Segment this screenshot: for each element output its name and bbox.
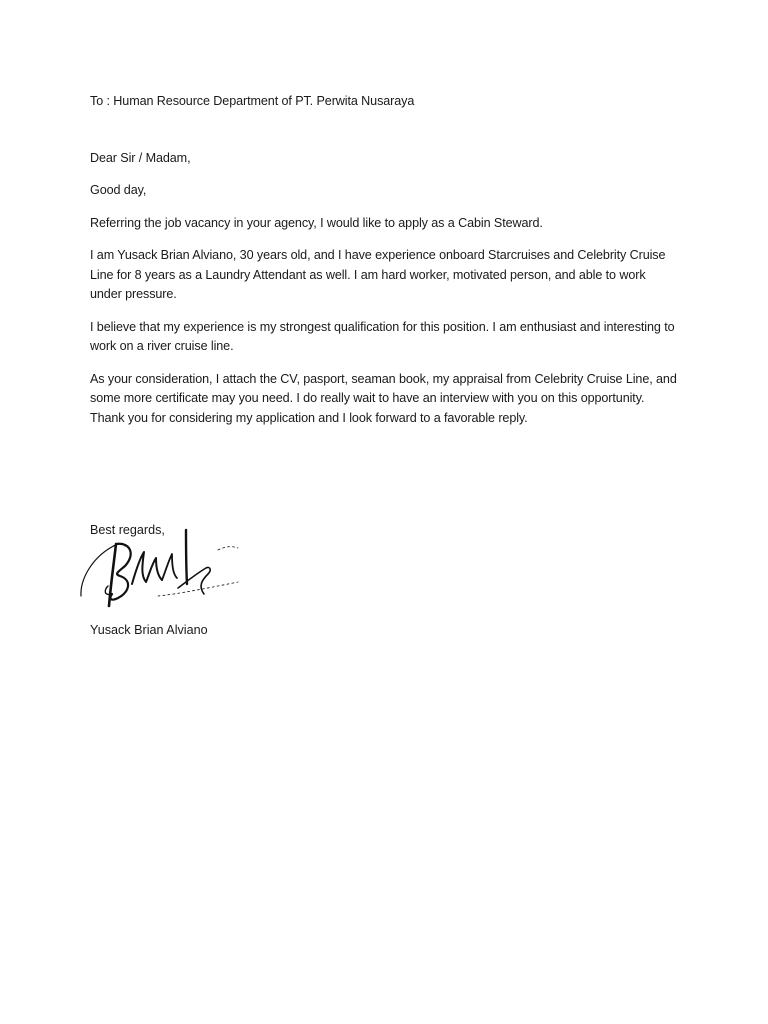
paragraph-attachments: As your consideration, I attach the CV, pasport, seaman book, my appraisal from Celebrity Cruise Line, and some more certificate may you need. I do really wait to have an interview with you on this opportunity. Thank you for considering my application and I look forward to a favorable reply. — [90, 371, 677, 425]
signer-name: Yusack Brian Alviano — [90, 623, 208, 637]
closing: Best regards, — [90, 523, 165, 537]
paragraph-intro: Referring the job vacancy in your agency, I would like to apply as a Cabin Steward. — [90, 215, 543, 230]
recipient-line: To : Human Resource Department of PT. Perwita Nusaraya — [90, 94, 415, 108]
paragraph-qualification: I believe that my experience is my strongest qualification for this position. I am enthusiast and interesting to work on a river cruise line. — [90, 319, 675, 353]
salutation: Dear Sir / Madam, — [90, 150, 191, 165]
greeting: Good day, — [90, 183, 147, 197]
letter-body — [90, 92, 680, 441]
signature-icon — [78, 524, 243, 614]
paragraph-experience: I am Yusack Brian Alviano, 30 years old, and I have experience onboard Starcruises and Celebrity Cruise Line for 8 years as a Laundry Attendant as well. I am hard worker, motivated person, and able to work under pressure. — [90, 248, 666, 301]
